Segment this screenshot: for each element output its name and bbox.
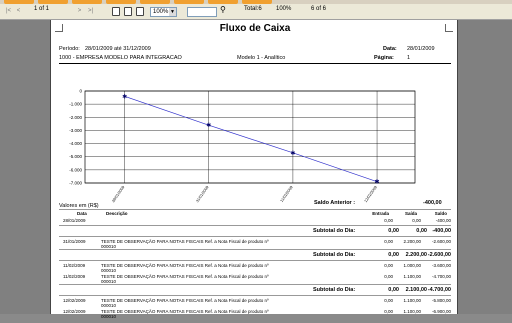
y-tick-label: 0 — [79, 88, 82, 94]
saldo-cell: -4.700,00 — [427, 287, 451, 293]
empresa: 1000 - EMPRESA MODELO PARA INTEGRACAO — [59, 55, 182, 61]
saldo-cell: -400,00 — [432, 228, 451, 234]
subtotal-row — [59, 285, 451, 299]
date-cell: 31/01/2009 — [63, 239, 86, 244]
zoom-percent: 100% — [276, 6, 292, 12]
saida-cell: 2.100,00 — [405, 287, 427, 293]
data-point: ✱ — [122, 94, 128, 101]
row-divider — [59, 260, 451, 261]
date-cell: 28/01/2009 — [63, 218, 86, 223]
entrada-cell: 0,00 — [384, 239, 393, 244]
description-cell: 000010 — [101, 268, 117, 273]
entrada-cell: 0,00 — [388, 252, 399, 258]
subtotal-label: Subtotal do Dia: — [313, 228, 356, 234]
x-tick-label: 31/01/2009 — [195, 185, 210, 204]
saldo-cell: -2.600,00 — [431, 239, 451, 244]
date-cell: 11/02/2009 — [63, 263, 86, 268]
subtotal-label: Subtotal do Dia: — [313, 287, 356, 293]
x-tick-label: 12/02/2009 — [363, 185, 378, 204]
description-cell: TESTE DE OBSERVAÇÃO PARA NOTAS FISCAIS Ref. a Nota Fiscal de produto nº — [101, 263, 269, 268]
periodo-label: Período: — [59, 46, 80, 52]
row-divider — [59, 249, 451, 250]
subtotal-row — [59, 226, 451, 240]
data-point: ✱ — [290, 150, 296, 157]
y-tick-label: -6.000 — [69, 167, 82, 173]
prev-page-button[interactable]: < — [16, 8, 21, 14]
saldo-anterior-value: -400,00 — [423, 200, 442, 206]
valores-label: Valores em (R$) — [59, 203, 99, 209]
data-value: 28/01/2009 — [407, 46, 435, 52]
report-toolbar — [0, 4, 512, 20]
saldo-cell: -400,00 — [435, 218, 451, 223]
saida-cell: 2.200,00 — [403, 239, 421, 244]
entrada-cell: 0,00 — [384, 274, 393, 279]
saldo-cell: -6.900,00 — [431, 309, 451, 314]
row-divider — [59, 225, 451, 226]
find-icon[interactable] — [136, 7, 144, 16]
modelo: Modelo 1 - Analítico — [237, 55, 286, 61]
description-cell: 000010 — [101, 279, 117, 284]
record-position: 6 of 6 — [311, 6, 327, 12]
pagina-label: Página: — [374, 55, 394, 61]
saldo-cell: -2.600,00 — [427, 252, 451, 258]
description-cell: TESTE DE OBSERVAÇÃO PARA NOTAS FISCAIS Ref. a Nota Fiscal de produto nº — [101, 298, 269, 303]
date-cell: 12/02/2009 — [63, 298, 86, 303]
saldo-line-chart — [59, 88, 454, 208]
saldo-cell: -3.600,00 — [431, 263, 451, 268]
column-header: Descrição — [106, 211, 128, 216]
saida-cell: 1.100,00 — [403, 298, 421, 303]
entrada-cell: 0,00 — [384, 263, 393, 268]
entrada-cell: 0,00 — [384, 298, 393, 303]
y-tick-label: -5.000 — [69, 154, 82, 160]
row-divider — [59, 284, 451, 285]
table-top-rule — [59, 209, 451, 210]
y-tick-label: -4.000 — [69, 141, 82, 147]
saida-cell: 0,00 — [412, 218, 421, 223]
saida-cell: 1.100,00 — [403, 274, 421, 279]
chevron-down-icon: ▼ — [170, 9, 175, 15]
column-header: Entrada — [372, 211, 389, 216]
description-cell: TESTE DE OBSERVAÇÃO PARA NOTAS FISCAIS Ref. a Nota Fiscal de produto nº — [101, 274, 269, 279]
description-cell: TESTE DE OBSERVAÇÃO PARA NOTAS FISCAIS Ref. a Nota Fiscal de produto nº — [101, 239, 269, 244]
binoculars-icon[interactable]: ⚲ — [220, 5, 226, 14]
y-tick-label: -2.000 — [69, 114, 82, 120]
y-tick-label: -7.000 — [69, 180, 82, 186]
last-page-button[interactable]: >| — [87, 8, 94, 14]
plot-frame — [85, 91, 415, 183]
y-tick-label: -3.000 — [69, 127, 82, 133]
total-count: Total:6 — [244, 6, 262, 12]
subtotal-label: Subtotal do Dia: — [313, 252, 356, 258]
row-divider — [59, 295, 451, 296]
saida-cell: 1.000,00 — [403, 263, 421, 268]
print-icon[interactable] — [112, 7, 120, 16]
entrada-cell: 0,00 — [384, 309, 393, 314]
saida-cell: 1.100,00 — [403, 309, 421, 314]
x-tick-label: 11/02/2009 — [279, 185, 294, 203]
header-divider — [59, 63, 451, 64]
x-tick-label: 28/01/2009 — [111, 185, 126, 204]
description-cell: 000010 — [101, 244, 117, 249]
export-icon[interactable] — [124, 7, 132, 16]
date-cell: 11/02/2009 — [63, 274, 86, 279]
description-cell: 000010 — [101, 303, 117, 308]
subtotal-row — [59, 250, 451, 264]
pagina-value: 1 — [407, 55, 411, 61]
y-tick-label: -1.000 — [69, 101, 82, 107]
data-label: Data: — [383, 46, 397, 52]
entrada-cell: 0,00 — [384, 218, 393, 223]
description-cell: TESTE DE OBSERVAÇÃO PARA NOTAS FISCAIS Ref. a Nota Fiscal de produto nº — [101, 309, 269, 314]
report-page — [50, 20, 458, 319]
periodo-value: 28/01/2009 até 31/12/2009 — [85, 46, 151, 52]
row-divider — [59, 236, 451, 237]
date-cell: 12/02/2009 — [63, 309, 86, 314]
saldo-anterior-label: Saldo Anterior : — [314, 200, 356, 206]
entrada-cell: 0,00 — [388, 287, 399, 293]
first-page-button[interactable]: |< — [5, 8, 12, 14]
saldo-cell: -4.700,00 — [431, 274, 451, 279]
saida-cell: 0,00 — [416, 228, 427, 234]
description-cell: 000010 — [101, 314, 117, 319]
zoom-select[interactable]: 100% ▼ — [150, 7, 177, 17]
search-input[interactable] — [187, 7, 217, 17]
table-row — [59, 309, 451, 323]
column-header: Data — [77, 211, 87, 216]
page-indicator: 1 of 1 — [34, 6, 50, 12]
data-point: ✱ — [206, 123, 212, 130]
column-header: Saldo — [434, 211, 447, 216]
data-point: ✱ — [374, 179, 380, 186]
entrada-cell: 0,00 — [388, 228, 399, 234]
saida-cell: 2.200,00 — [405, 252, 427, 258]
next-page-button[interactable]: > — [77, 8, 82, 14]
report-viewer[interactable] — [0, 20, 512, 319]
saldo-cell: -5.800,00 — [431, 298, 451, 303]
report-title: Fluxo de Caixa — [219, 23, 291, 34]
column-header: Saída — [404, 211, 417, 216]
